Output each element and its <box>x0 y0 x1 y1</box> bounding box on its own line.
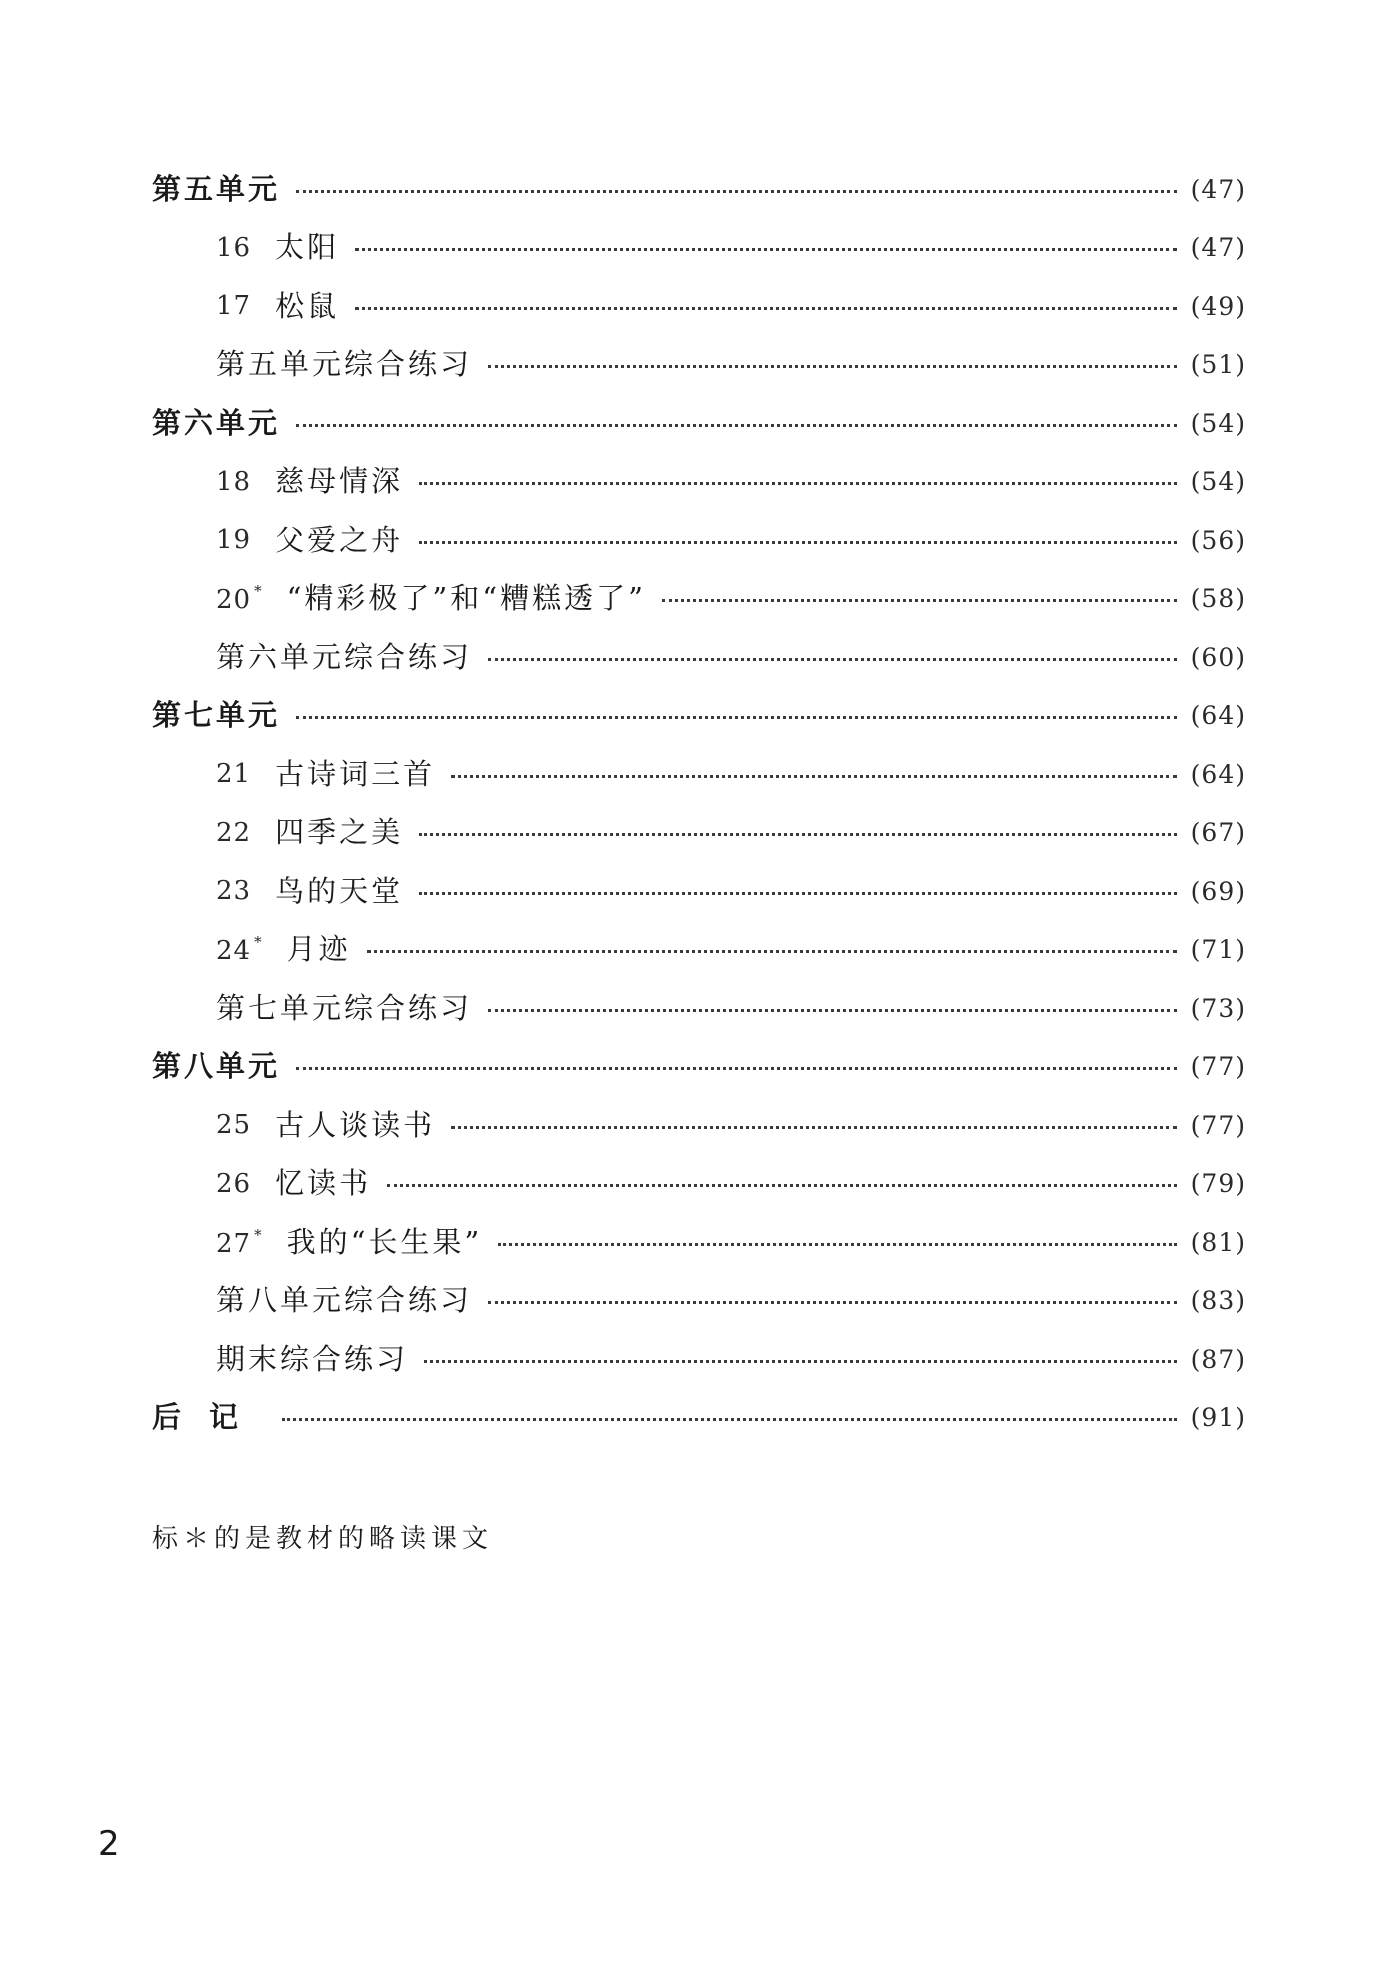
toc-entry <box>152 1272 1246 1331</box>
dot-leader <box>296 716 1177 719</box>
unit-title: 第六单元 <box>152 405 281 440</box>
page-number: 2 <box>98 1824 120 1864</box>
unit-title: 后记 <box>152 1400 267 1435</box>
toc-entry <box>152 1330 1246 1389</box>
lesson-number <box>216 876 252 907</box>
toc-entry <box>152 804 1246 863</box>
lesson-number-value: 20 <box>216 585 252 616</box>
lesson-title: 古诗词三首 <box>275 756 436 791</box>
dot-leader <box>419 541 1177 544</box>
page-reference: (91) <box>1190 1403 1246 1433</box>
page-reference: (47) <box>1190 233 1246 263</box>
page-reference: (54) <box>1190 467 1246 497</box>
lesson-title: 四季之美 <box>275 815 404 850</box>
lesson-title: 父爱之舟 <box>275 522 404 557</box>
lesson-title: 月迹 <box>286 932 351 967</box>
toc-entry <box>152 862 1246 921</box>
lesson-number <box>216 817 252 848</box>
page-reference: (51) <box>1190 350 1246 380</box>
toc-entry <box>152 1155 1246 1214</box>
exercise-title: 第八单元综合练习 <box>216 1283 473 1318</box>
dot-leader <box>355 307 1177 310</box>
exercise-title: 第五单元综合练习 <box>216 347 473 382</box>
dot-leader <box>488 658 1177 661</box>
lesson-title: “精彩极了”和“糟糕透了” <box>286 581 646 616</box>
dot-leader <box>488 1301 1177 1304</box>
toc-entry <box>152 745 1246 804</box>
page-reference: (71) <box>1190 935 1246 965</box>
lesson-number-value: 23 <box>216 876 252 907</box>
dot-leader <box>282 1418 1177 1421</box>
page-reference: (64) <box>1190 759 1246 789</box>
page-reference: (47) <box>1190 174 1246 204</box>
lesson-title: 鸟的天堂 <box>275 873 404 908</box>
lesson-number-value: 19 <box>216 525 252 556</box>
toc-entry <box>152 160 1246 219</box>
toc-entry <box>152 1038 1246 1097</box>
dot-leader <box>355 248 1177 251</box>
toc-entry <box>152 1213 1246 1272</box>
skimming-lesson-mark: * <box>254 933 263 952</box>
lesson-title: 慈母情深 <box>275 464 404 499</box>
dot-leader <box>387 1184 1177 1187</box>
page-reference: (87) <box>1190 1344 1246 1374</box>
lesson-number <box>216 232 252 263</box>
page-reference: (73) <box>1190 993 1246 1023</box>
lesson-number-value: 25 <box>216 1110 252 1141</box>
lesson-number <box>216 933 263 967</box>
lesson-number-value: 24 <box>216 936 252 967</box>
lesson-title: 松鼠 <box>275 288 340 323</box>
lesson-number <box>216 1110 252 1141</box>
page-reference: (49) <box>1190 291 1246 321</box>
dot-leader <box>419 892 1177 895</box>
dot-leader <box>419 833 1177 836</box>
lesson-number-value: 18 <box>216 466 252 497</box>
exercise-title: 第七单元综合练习 <box>216 990 473 1025</box>
lesson-number <box>216 1168 252 1199</box>
page-reference: (79) <box>1190 1169 1246 1199</box>
dot-leader <box>662 599 1177 602</box>
lesson-number <box>216 291 252 322</box>
dot-leader <box>296 424 1177 427</box>
lesson-number-value: 26 <box>216 1168 252 1199</box>
footnote-skimming-lessons: 标＊的是教材的略读课文 <box>152 1524 494 1554</box>
page-reference: (64) <box>1190 701 1246 731</box>
exercise-title: 期末综合练习 <box>216 1341 409 1376</box>
unit-title: 第八单元 <box>152 1049 281 1084</box>
dot-leader <box>419 482 1177 485</box>
dot-leader <box>451 1126 1177 1129</box>
lesson-number-value: 17 <box>216 291 252 322</box>
dot-leader <box>488 365 1177 368</box>
lesson-number <box>216 525 252 556</box>
toc-entry <box>152 979 1246 1038</box>
lesson-number-value: 22 <box>216 817 252 848</box>
lesson-number <box>216 582 263 616</box>
dot-leader <box>498 1243 1176 1246</box>
lesson-number-value: 16 <box>216 232 252 263</box>
lesson-title: 太阳 <box>275 230 340 265</box>
lesson-number-value: 21 <box>216 759 252 790</box>
lesson-number-value: 27 <box>216 1228 252 1259</box>
toc-entry <box>152 394 1246 453</box>
page-reference: (77) <box>1190 1052 1246 1082</box>
lesson-title: 古人谈读书 <box>275 1107 436 1142</box>
toc-entry <box>152 921 1246 980</box>
dot-leader <box>367 950 1177 953</box>
dot-leader <box>424 1360 1177 1363</box>
skimming-lesson-mark: * <box>254 582 263 601</box>
lesson-title: 我的“长生果” <box>286 1224 483 1259</box>
toc-entry <box>152 219 1246 278</box>
page-reference: (69) <box>1190 876 1246 906</box>
lesson-number <box>216 759 252 790</box>
page-reference: (54) <box>1190 408 1246 438</box>
table-of-contents <box>152 160 1246 1447</box>
page-reference: (81) <box>1190 1227 1246 1257</box>
page-reference: (83) <box>1190 1286 1246 1316</box>
unit-title: 第五单元 <box>152 171 281 206</box>
dot-leader <box>488 1009 1177 1012</box>
toc-entry <box>152 277 1246 336</box>
toc-entry <box>152 511 1246 570</box>
toc-entry <box>152 570 1246 629</box>
lesson-number <box>216 1225 263 1259</box>
dot-leader <box>296 1067 1177 1070</box>
page-reference: (58) <box>1190 584 1246 614</box>
unit-title: 第七单元 <box>152 698 281 733</box>
page-reference: (60) <box>1190 642 1246 672</box>
toc-entry <box>152 628 1246 687</box>
dot-leader <box>296 190 1177 193</box>
page-reference: (77) <box>1190 1110 1246 1140</box>
page-reference: (56) <box>1190 525 1246 555</box>
page-reference: (67) <box>1190 818 1246 848</box>
skimming-lesson-mark: * <box>254 1225 263 1244</box>
toc-entry <box>152 1096 1246 1155</box>
toc-entry <box>152 687 1246 746</box>
toc-entry <box>152 336 1246 395</box>
toc-entry <box>152 1389 1246 1448</box>
lesson-number <box>216 466 252 497</box>
lesson-title: 忆读书 <box>275 1166 372 1201</box>
toc-entry <box>152 453 1246 512</box>
dot-leader <box>451 775 1177 778</box>
exercise-title: 第六单元综合练习 <box>216 639 473 674</box>
